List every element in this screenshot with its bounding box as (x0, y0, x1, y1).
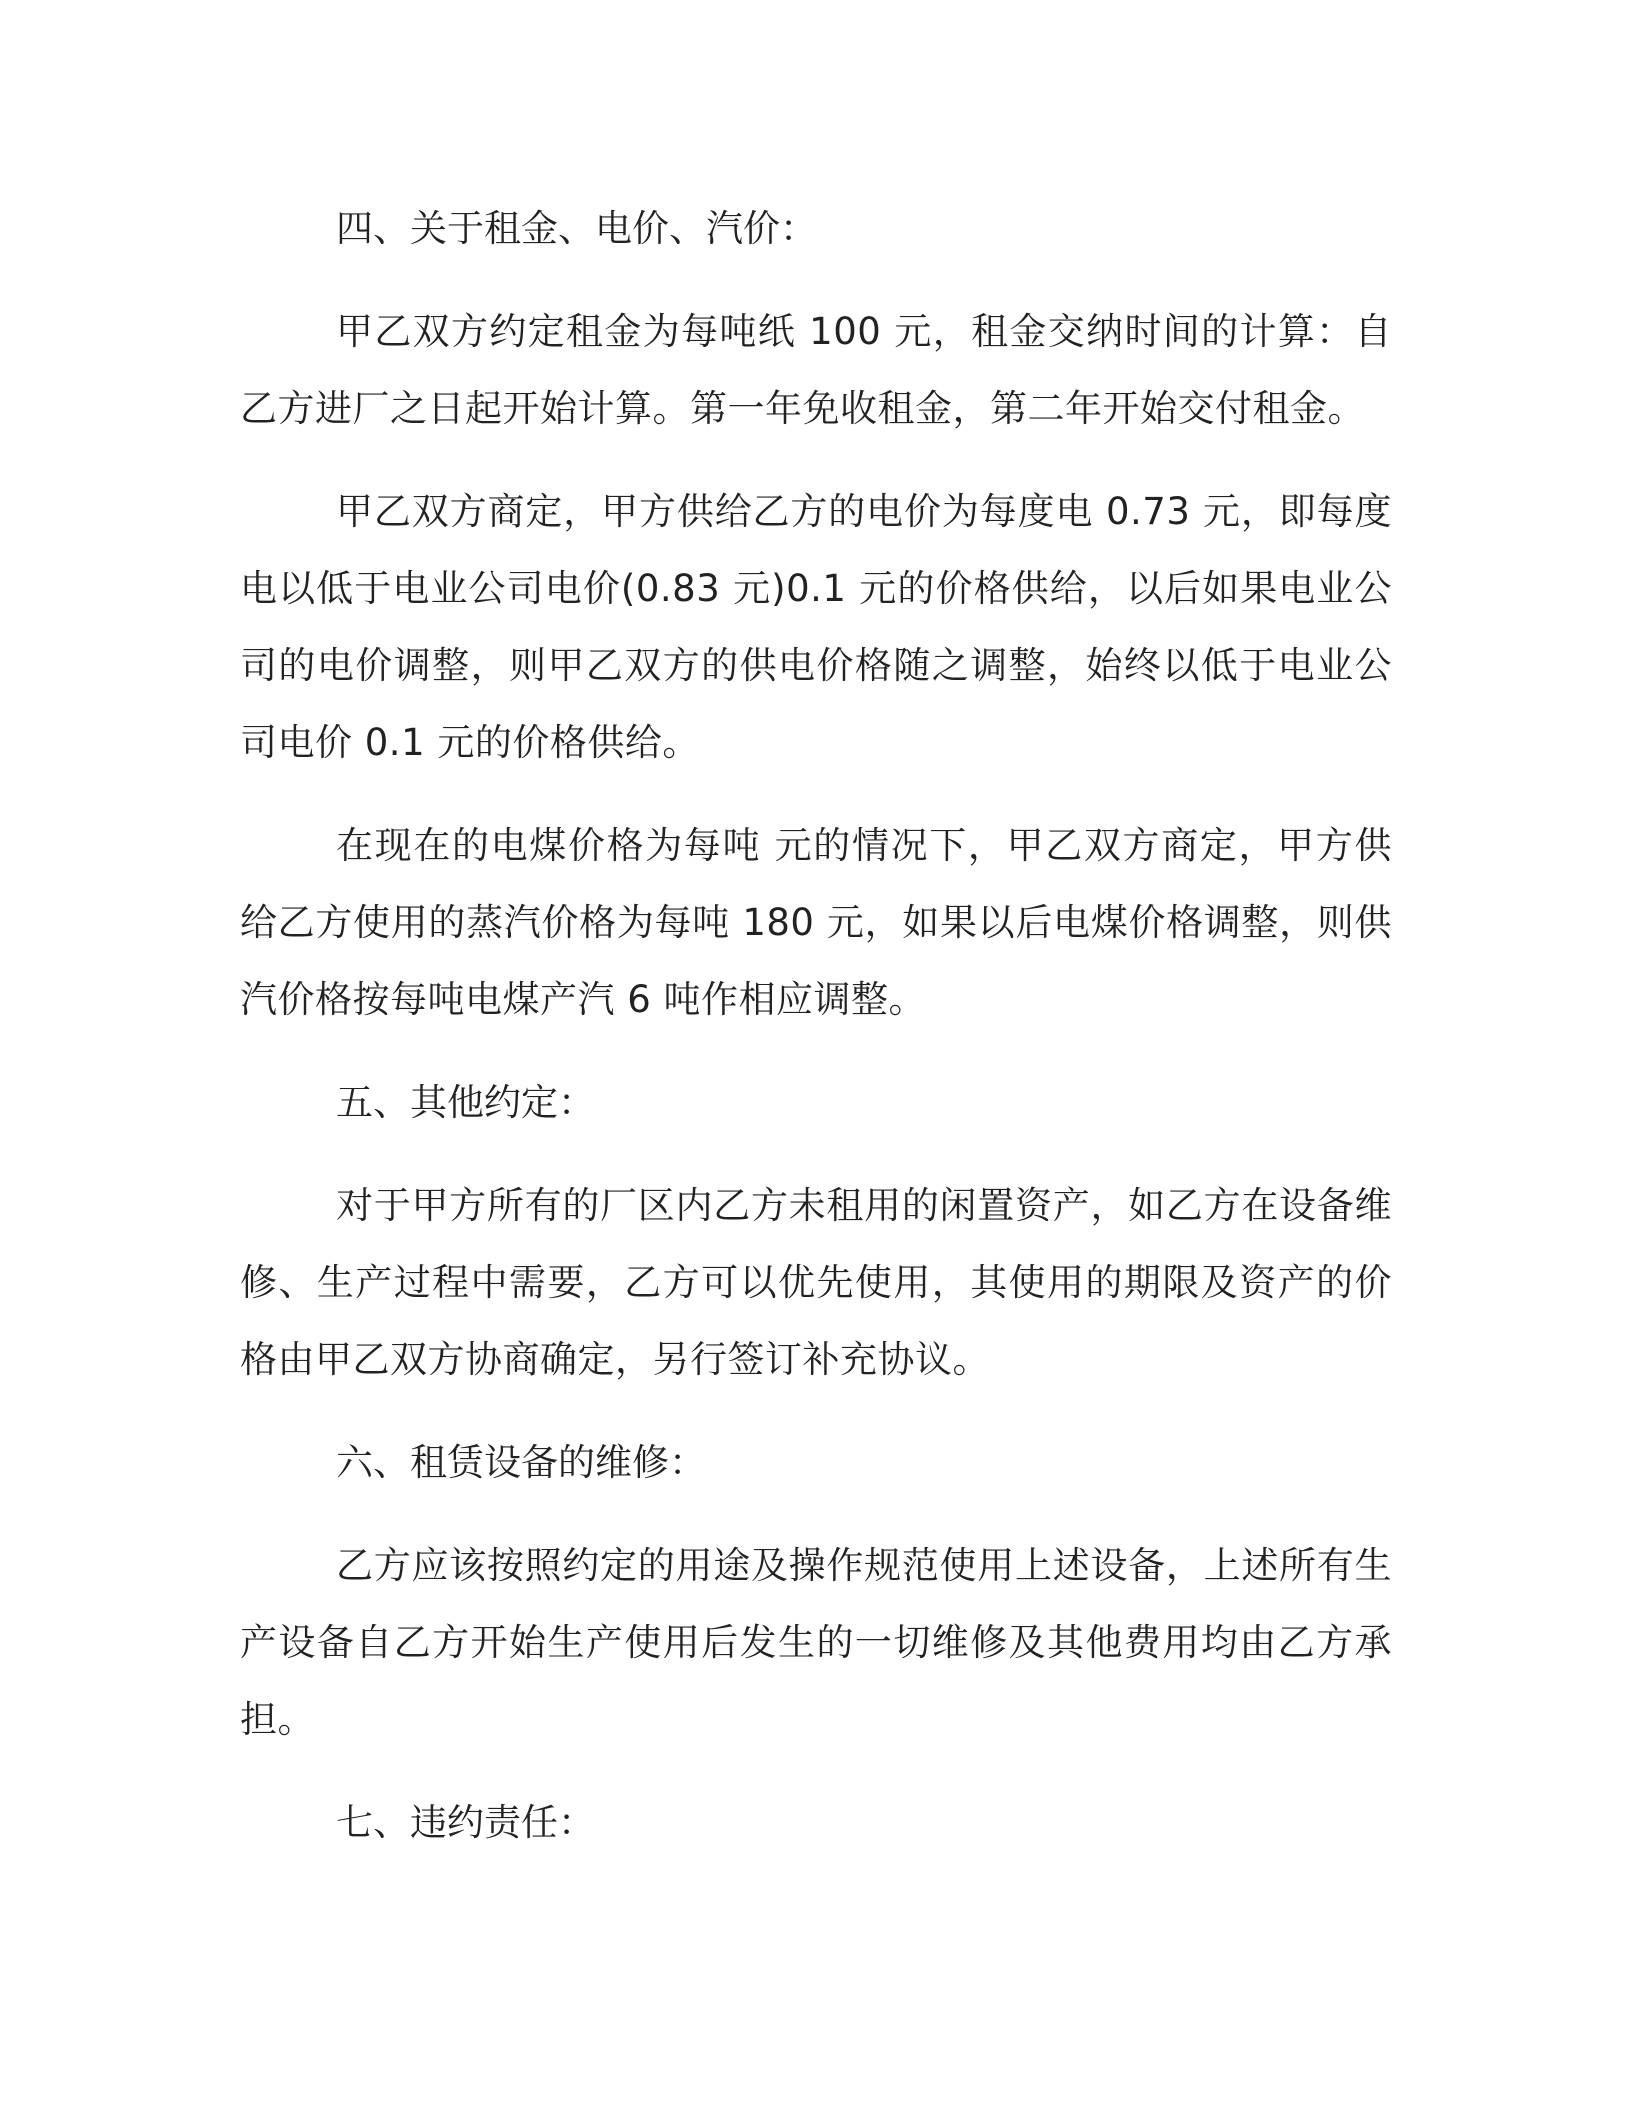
paragraph-electricity-price: 甲乙双方商定，甲方供给乙方的电价为每度电 0.73 元，即每度电以低于电业公司电价(0.83 元)0.1 元的价格供给，以后如果电业公司的电价调整，则甲乙双方的供电价格随之调整，始终以低于电业公司电价 0.1 元的价格供给。 (240, 490, 1392, 764)
section-heading-other-terms: 五、其他约定： (336, 1081, 595, 1124)
paragraph-rent-terms: 甲乙双方约定租金为每吨纸 100 元，租金交纳时间的计算：自乙方进厂之日起开始计算。第一年免收租金，第二年开始交付租金。 (240, 310, 1392, 430)
document-body (240, 190, 1392, 1887)
section-heading-rent-electricity-steam: 四、关于租金、电价、汽价： (336, 207, 817, 250)
section-heading-equipment-maintenance: 六、租赁设备的维修： (336, 1441, 706, 1484)
paragraph-steam-price: 在现在的电煤价格为每吨 元的情况下，甲乙双方商定，甲方供给乙方使用的蒸汽价格为每吨 180 元，如果以后电煤价格调整，则供汽价格按每吨电煤产汽 6 吨作相应调整。 (240, 824, 1392, 1021)
section-heading-breach-liability: 七、违约责任： (336, 1801, 595, 1844)
paragraph-maintenance-costs: 乙方应该按照约定的用途及操作规范使用上述设备，上述所有生产设备自乙方开始生产使用后发生的一切维修及其他费用均由乙方承担。 (240, 1544, 1392, 1741)
paragraph-idle-assets: 对于甲方所有的厂区内乙方未租用的闲置资产，如乙方在设备维修、生产过程中需要，乙方可以优先使用，其使用的期限及资产的价格由甲乙双方协商确定，另行签订补充协议。 (240, 1184, 1392, 1381)
